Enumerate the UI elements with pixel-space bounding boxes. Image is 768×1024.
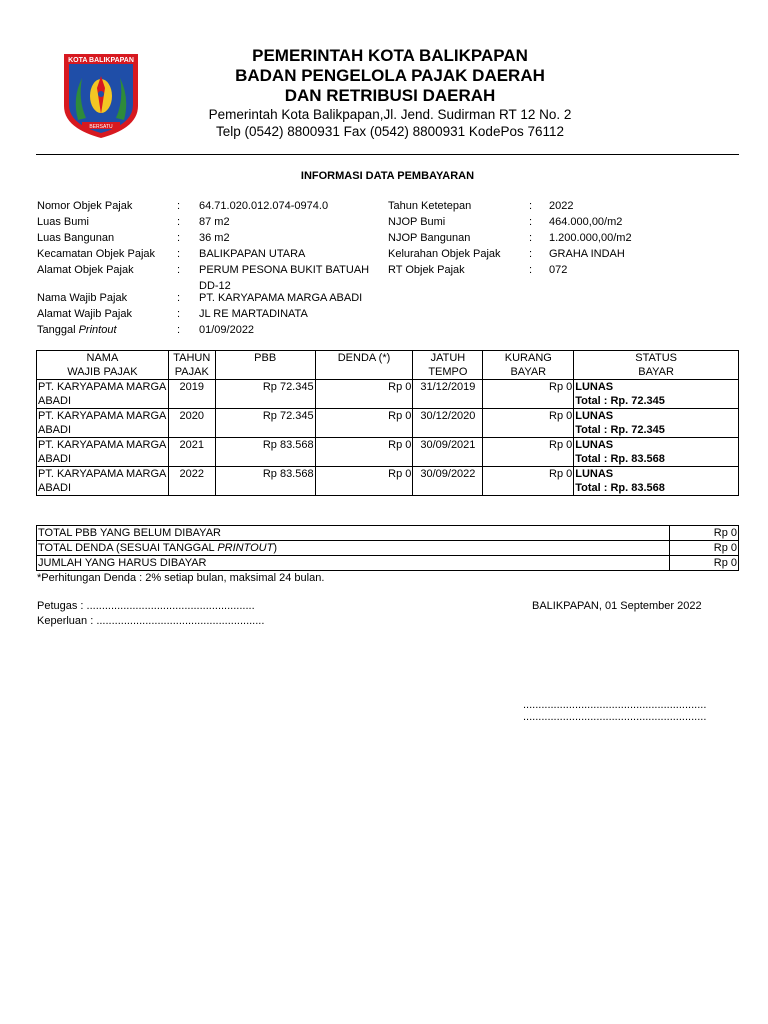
info-value: 64.71.020.012.074-0974.0 [199,200,329,212]
cell-tahun: 2022 [168,467,215,496]
info-row: Alamat Wajib Pajak : JL RE MARTADINATA [0,306,740,322]
cell-status [574,409,739,438]
info-label: NJOP Bumi [388,216,446,228]
column-header-tahun: TAHUN PAJAK [168,351,215,380]
cell-status [574,467,739,496]
signature-line: ............................................................ [523,699,707,711]
info-value: PT. KARYAPAMA MARGA ABADI [199,292,363,304]
info-label: Luas Bumi [37,216,89,228]
table-row [37,438,739,467]
letterhead [180,46,600,140]
info-label: Nomor Objek Pajak [37,200,133,212]
cell-nama: PT. KARYAPAMA MARGA ABADI [38,410,167,436]
info-value: 87 m2 [199,216,230,228]
info-value: GRAHA INDAH [549,248,625,260]
cell-pbb: Rp 83.568 [215,438,315,467]
table-row [37,380,739,409]
cell-denda: Rp 0 [315,409,413,438]
signature-line: ............................................................ [523,711,707,723]
penalty-note: *Perhitungan Denda : 2% setiap bulan, maksimal 24 bulan. [37,572,325,584]
info-row: Luas Bumi : 87 m2 NJOP Bumi : 464.000,00/m2 [37,216,623,228]
jumlah-row [37,556,739,571]
status-total: Total : Rp. 72.345 [575,424,665,436]
keperluan-line: Keperluan : ....................................................... [37,615,265,627]
info-label: Alamat Wajib Pajak [37,308,132,320]
table-row [37,409,739,438]
cell-pbb: Rp 83.568 [215,467,315,496]
status-text: LUNAS [575,468,614,480]
cell-jatuh-tempo: 30/09/2022 [413,467,483,496]
header-contact: Telp (0542) 8800931 Fax (0542) 8800931 KodePos 76112 [215,124,564,139]
cell-kurang-bayar: Rp 0 [483,380,574,409]
info-value: 464.000,00/m2 [549,216,623,228]
cell-tahun: 2020 [168,409,215,438]
info-label: Kecamatan Objek Pajak [37,248,156,260]
column-header-pbb: PBB [215,351,315,380]
total-denda-label: TOTAL DENDA (SESUAI TANGGAL PRINTOUT) [37,541,670,556]
cell-tahun: 2021 [168,438,215,467]
header-address: Pemerintah Kota Balikpapan,Jl. Jend. Sudirman RT 12 No. 2 [208,107,572,122]
cell-denda: Rp 0 [315,467,413,496]
info-label: Tahun Ketetepan [388,200,472,212]
info-row: Kecamatan Objek Pajak : BALIKPAPAN UTARA Kelurahan Objek Pajak : GRAHA INDAH [37,248,625,260]
info-row: Tanggal Printout : 01/09/2022 [0,322,740,338]
info-label: Luas Bangunan [37,232,115,244]
info-row: Nomor Objek Pajak : 64.71.020.012.074-0974.0 Tahun Ketetepan : 2022 [37,200,574,212]
header-divider [36,154,739,155]
total-denda-value: Rp 0 [670,541,739,556]
jumlah-value: Rp 0 [670,556,739,571]
cell-pbb: Rp 72.345 [215,380,315,409]
cell-denda: Rp 0 [315,380,413,409]
cell-status [574,438,739,467]
column-header-denda: DENDA (*) [315,351,413,380]
total-pbb-label: TOTAL PBB YANG BELUM DIBAYAR [37,526,670,541]
city-emblem-logo [56,48,146,140]
column-header-jatuh-tempo: JATUH TEMPO [413,351,483,380]
info-label: Kelurahan Objek Pajak [388,248,501,260]
info-value: 072 [549,264,568,276]
cell-jatuh-tempo: 30/09/2021 [413,438,483,467]
cell-kurang-bayar: Rp 0 [483,467,574,496]
status-text: LUNAS [575,410,614,422]
header-government: PEMERINTAH KOTA BALIKPAPAN [252,46,528,65]
section-title: INFORMASI DATA PEMBAYARAN [300,170,475,182]
cell-denda: Rp 0 [315,438,413,467]
info-label: Tanggal Printout [37,324,117,336]
column-header-nama: NAMA WAJIB PAJAK [37,351,169,380]
cell-jatuh-tempo: 31/12/2019 [413,380,483,409]
petugas-line: Petugas : ....................................................... [37,600,255,612]
header-agency-2: DAN RETRIBUSI DAERAH [284,86,496,105]
info-value: 2022 [549,200,574,212]
status-total: Total : Rp. 72.345 [575,395,665,407]
jumlah-label: JUMLAH YANG HARUS DIBAYAR [37,556,670,571]
info-value: 36 m2 [199,232,230,244]
total-denda-row [37,541,739,556]
cell-tahun: 2019 [168,380,215,409]
cell-pbb: Rp 72.345 [215,409,315,438]
info-label: Alamat Objek Pajak [37,264,134,276]
logo-text-top: KOTA BALIKPAPAN [68,57,134,64]
table-header-row [37,351,739,380]
payment-table [36,350,739,496]
status-total: Total : Rp. 83.568 [575,453,665,465]
cell-jatuh-tempo: 30/12/2020 [413,409,483,438]
cell-nama: PT. KARYAPAMA MARGA ABADI [38,381,167,407]
column-header-kurang-bayar: KURANG BAYAR [483,351,574,380]
table-row [37,467,739,496]
totals-table [36,525,739,571]
total-pbb-row [37,526,739,541]
info-row: Nama Wajib Pajak : PT. KARYAPAMA MARGA ABADI [0,290,740,306]
info-value: 01/09/2022 [199,324,255,336]
header-agency: BADAN PENGELOLA PAJAK DAERAH [235,66,545,85]
status-text: LUNAS [575,381,614,393]
info-value: PERUM PESONA BUKIT BATUAH DD-12 [199,264,370,292]
status-text: LUNAS [575,439,614,451]
total-pbb-value: Rp 0 [670,526,739,541]
cell-kurang-bayar: Rp 0 [483,438,574,467]
cell-nama: PT. KARYAPAMA MARGA ABADI [38,439,167,465]
cell-nama: PT. KARYAPAMA MARGA ABADI [38,468,167,494]
info-row: Luas Bangunan : 36 m2 NJOP Bangunan : 1.200.000,00/m2 [37,232,632,244]
info-label: NJOP Bangunan [388,232,471,244]
cell-kurang-bayar: Rp 0 [483,409,574,438]
logo-text-bottom: BERSATU [89,124,113,130]
info-label: Nama Wajib Pajak [37,292,128,304]
info-value: JL RE MARTADINATA [199,308,308,320]
cell-status [574,380,739,409]
status-total: Total : Rp. 83.568 [575,482,665,494]
column-header-status-bayar: STATUS BAYAR [574,351,739,380]
info-row: Alamat Objek Pajak : PERUM PESONA BUKIT BATUAH DD-12 RT Objek Pajak : 072 [37,264,568,292]
info-value: 1.200.000,00/m2 [549,232,632,244]
info-value: BALIKPAPAN UTARA [199,248,306,260]
place-date: BALIKPAPAN, 01 September 2022 [532,600,702,612]
info-label: RT Objek Pajak [388,264,465,276]
